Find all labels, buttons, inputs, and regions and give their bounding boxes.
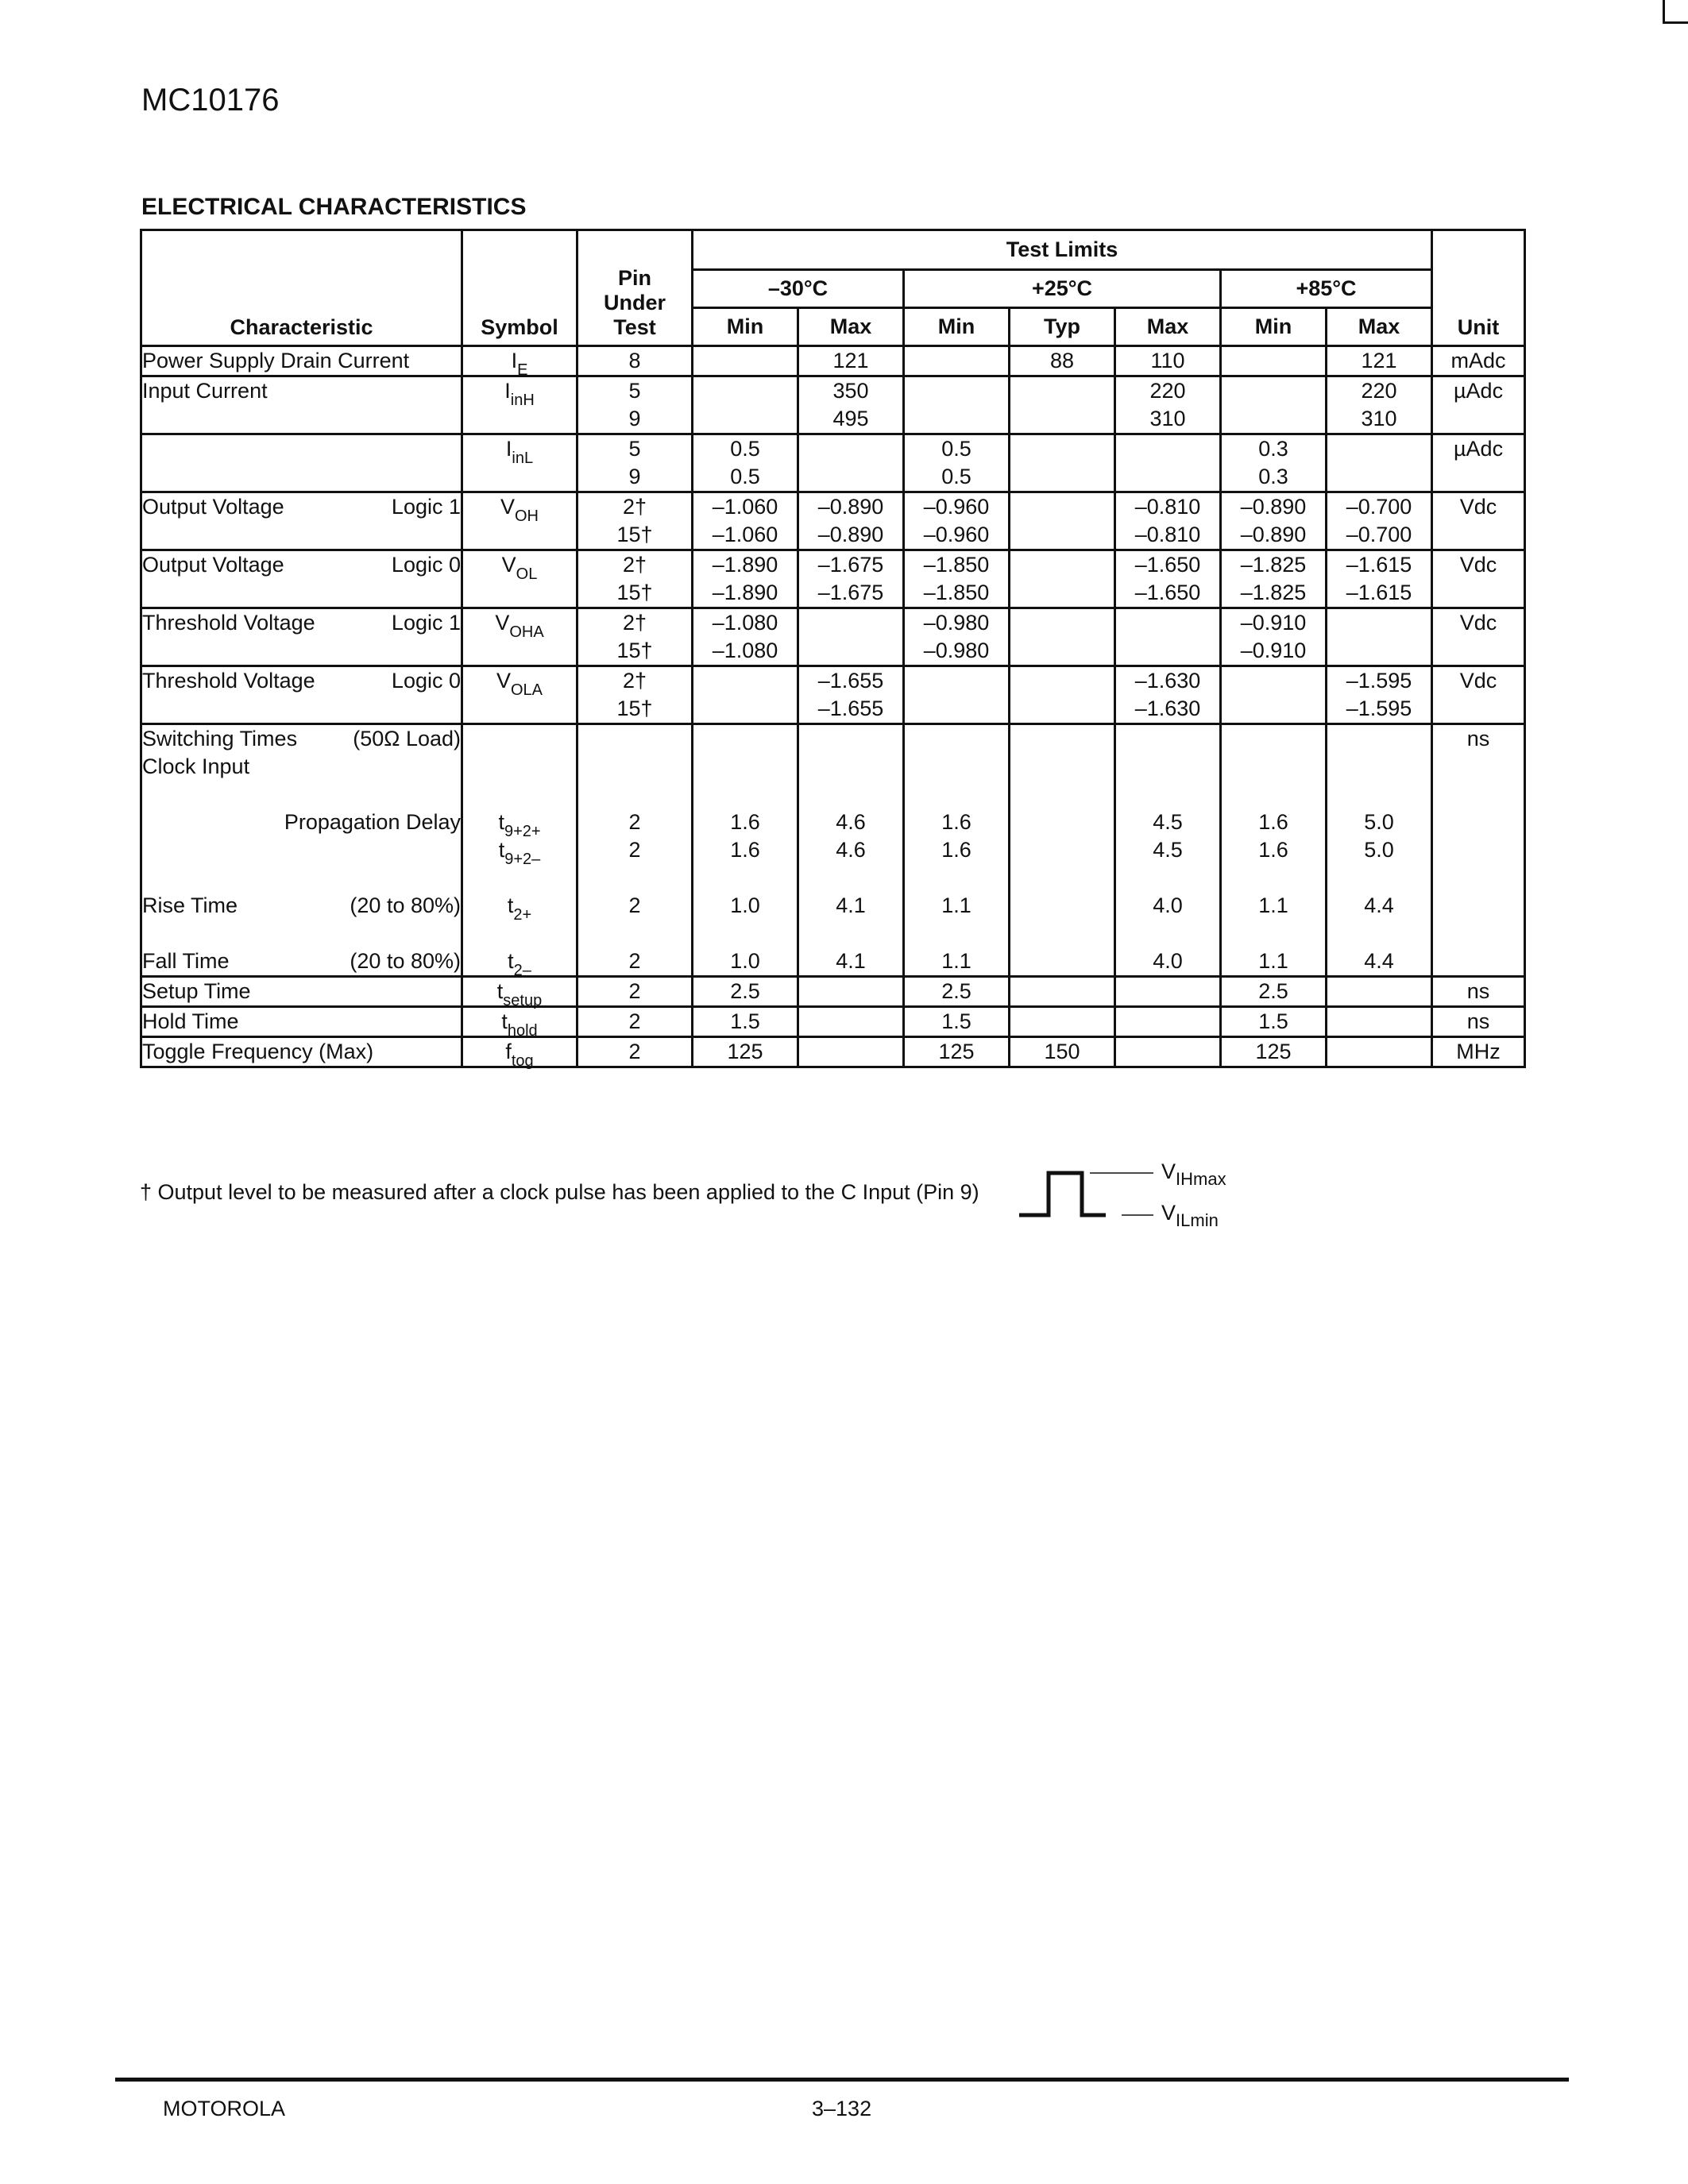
limit-cell-p85-max [1327,1037,1432,1067]
symbol-cell: $I_{inL}$ [462,434,577,492]
header-min: Min [1221,308,1327,346]
limit-cell-p25-max: 4.5 4.5 4.0 4.0 [1115,724,1221,977]
part-number: MC10176 [141,83,280,118]
limit-cell-m30-max: 121 [798,346,904,376]
limit-cell-p25-typ [1010,1007,1115,1037]
characteristic-cell: Power Supply Drain Current [141,346,462,376]
header-characteristic: Characteristic [141,230,462,346]
pin-cell: 8 [577,346,693,376]
symbol-cell: $f_{tog}$ [462,1037,577,1067]
pin-cell: 2† 15† [577,608,693,666]
table-row [141,492,1525,550]
section-title: ELECTRICAL CHARACTERISTICS [141,194,527,220]
header-pin-under-test: Pin Under Test [577,230,693,346]
symbol-cell: $V_{OHA}$ [462,608,577,666]
symbol-cell: $t_{hold}$ [462,1007,577,1037]
limit-cell-p25-max [1115,1007,1221,1037]
limit-cell-m30-min: 2.5 [693,977,798,1007]
characteristic-cell: Threshold Voltage Logic 1 [141,608,462,666]
table-row [141,346,1525,376]
symbol-cell: $V_{OH}$ [462,492,577,550]
limit-cell-p85-min: 125 [1221,1037,1327,1067]
limit-cell-p25-min: –0.960 –0.960 [904,492,1010,550]
limit-cell-p85-max [1327,1007,1432,1037]
header-typ: Typ [1010,308,1115,346]
limit-cell-p85-min: –1.825 –1.825 [1221,550,1327,608]
header-temp-plus85: +85°C [1221,270,1432,308]
limit-cell-p25-min: 125 [904,1037,1010,1067]
limit-cell-p25-min: 2.5 [904,977,1010,1007]
corner-crop-mark [1663,0,1688,24]
header-max: Max [1327,308,1432,346]
limit-cell-p85-max: 121 [1327,346,1432,376]
table-row [141,977,1525,1007]
limit-cell-m30-max [798,1007,904,1037]
limit-cell-m30-min: –1.060 –1.060 [693,492,798,550]
footer-rule [115,2078,1569,2082]
limit-cell-m30-min: 125 [693,1037,798,1067]
limit-cell-p25-max: –1.650 –1.650 [1115,550,1221,608]
limit-cell-p25-max [1115,608,1221,666]
symbol-cell: $t_{9+2+}$ $t_{9+2-}$ $t_{2+}$ $t_{2-}$ [462,724,577,977]
characteristic-cell: Output Voltage Logic 0 [141,550,462,608]
characteristic-cell: Input Current [141,376,462,434]
unit-cell: µAdc [1432,434,1525,492]
limit-cell-p25-min: 0.5 0.5 [904,434,1010,492]
limit-cell-p85-max [1327,977,1432,1007]
limit-cell-m30-max [798,977,904,1007]
limit-cell-p85-min [1221,376,1327,434]
limit-cell-p85-max: –1.595 –1.595 [1327,666,1432,724]
header-max: Max [798,308,904,346]
limit-cell-p85-min [1221,666,1327,724]
vih-max-label: $V_{IHmax}$ [1161,1160,1226,1189]
footer-brand: MOTOROLA [163,2097,286,2120]
limit-cell-m30-max [798,434,904,492]
characteristic-cell: Setup Time [141,977,462,1007]
limit-cell-p85-min: 0.3 0.3 [1221,434,1327,492]
limit-cell-p85-min [1221,346,1327,376]
limit-cell-m30-min [693,666,798,724]
limit-cell-m30-max: 350 495 [798,376,904,434]
limit-cell-p25-min: –0.980 –0.980 [904,608,1010,666]
limit-cell-p25-max: 110 [1115,346,1221,376]
footnote: † Output level to be measured after a clock pulse has been applied to the C Input (Pin 9) [140,1180,979,1204]
limit-cell-p25-max: 220 310 [1115,376,1221,434]
limit-cell-m30-max: –0.890 –0.890 [798,492,904,550]
limit-cell-p25-typ: 88 [1010,346,1115,376]
characteristic-cell: Switching Times (50Ω Load) Clock Input Propagation Delay Rise Time (20 to 80%) Fall Time (20 to 80%) [141,724,462,977]
limit-cell-p25-min: 1.5 [904,1007,1010,1037]
limit-cell-p85-min: 1.5 [1221,1007,1327,1037]
limit-cell-p25-typ [1010,550,1115,608]
characteristic-cell: Hold Time [141,1007,462,1037]
electrical-characteristics-table [140,229,1526,1068]
header-unit: Unit [1432,230,1525,346]
table-row [141,434,1525,492]
limit-cell-m30-min [693,376,798,434]
unit-cell: Vdc [1432,550,1525,608]
pin-cell: 2† 15† [577,550,693,608]
pin-cell: 5 9 [577,376,693,434]
unit-cell: mAdc [1432,346,1525,376]
header-test-limits: Test Limits [693,230,1432,270]
limit-cell-p25-min [904,666,1010,724]
limit-cell-m30-max [798,608,904,666]
limit-cell-p85-min: 2.5 [1221,977,1327,1007]
limit-cell-p25-typ [1010,376,1115,434]
limit-cell-p25-typ [1010,724,1115,977]
limit-cell-p25-min: 1.6 1.6 1.1 1.1 [904,724,1010,977]
limit-cell-p25-max [1115,434,1221,492]
unit-cell: ns [1432,1007,1525,1037]
table-row [141,1037,1525,1067]
limit-cell-m30-min: 1.5 [693,1007,798,1037]
limit-cell-m30-min [693,346,798,376]
limit-cell-m30-min: 0.5 0.5 [693,434,798,492]
unit-cell: Vdc [1432,608,1525,666]
symbol-cell: $V_{OL}$ [462,550,577,608]
characteristic-cell: Toggle Frequency (Max) [141,1037,462,1067]
limit-cell-p25-max: –1.630 –1.630 [1115,666,1221,724]
pin-cell: 2 [577,1007,693,1037]
table-row [141,666,1525,724]
table-row [141,608,1525,666]
pin-cell: 2 2 2 2 [577,724,693,977]
limit-cell-p25-typ [1010,434,1115,492]
limit-cell-p25-min: –1.850 –1.850 [904,550,1010,608]
symbol-cell: $I_E$ [462,346,577,376]
table-row [141,1007,1525,1037]
header-max: Max [1115,308,1221,346]
limit-cell-p25-max: –0.810 –0.810 [1115,492,1221,550]
limit-cell-p25-min [904,346,1010,376]
limit-cell-m30-min: –1.080 –1.080 [693,608,798,666]
limit-cell-p25-min [904,376,1010,434]
limit-cell-p25-typ [1010,608,1115,666]
limit-cell-p85-min: –0.890 –0.890 [1221,492,1327,550]
limit-cell-p85-max [1327,434,1432,492]
footer-page-number: 3–132 [812,2097,872,2120]
limit-cell-p25-typ [1010,977,1115,1007]
header-min: Min [693,308,798,346]
limit-cell-p25-typ [1010,666,1115,724]
header-temp-minus30: –30°C [693,270,904,308]
unit-cell: Vdc [1432,492,1525,550]
unit-cell: µAdc [1432,376,1525,434]
unit-cell: MHz [1432,1037,1525,1067]
limit-cell-p85-max: –0.700 –0.700 [1327,492,1432,550]
limit-cell-p85-max: 220 310 [1327,376,1432,434]
limit-cell-p85-max: –1.615 –1.615 [1327,550,1432,608]
limit-cell-m30-min: –1.890 –1.890 [693,550,798,608]
limit-cell-m30-max: –1.655 –1.655 [798,666,904,724]
symbol-cell: $t_{setup}$ [462,977,577,1007]
limit-cell-m30-max [798,1037,904,1067]
pin-cell: 5 9 [577,434,693,492]
pin-cell: 2 [577,1037,693,1067]
symbol-cell: $V_{OLA}$ [462,666,577,724]
header-min: Min [904,308,1010,346]
symbol-cell: $I_{inH}$ [462,376,577,434]
limit-cell-p25-max [1115,977,1221,1007]
table-row [141,376,1525,434]
limit-cell-p85-max: 5.0 5.0 4.4 4.4 [1327,724,1432,977]
limit-cell-p25-typ [1010,492,1115,550]
unit-cell: Vdc [1432,666,1525,724]
pin-cell: 2 [577,977,693,1007]
pin-cell: 2† 15† [577,666,693,724]
characteristic-cell: Threshold Voltage Logic 0 [141,666,462,724]
limit-cell-p85-min: 1.6 1.6 1.1 1.1 [1221,724,1327,977]
limit-cell-p85-min: –0.910 –0.910 [1221,608,1327,666]
limit-cell-m30-max: 4.6 4.6 4.1 4.1 [798,724,904,977]
pin-cell: 2† 15† [577,492,693,550]
header-symbol: Symbol [462,230,577,346]
vil-min-label: $V_{ILmin}$ [1161,1201,1219,1230]
limit-cell-p25-typ: 150 [1010,1037,1115,1067]
limit-cell-m30-max: –1.675 –1.675 [798,550,904,608]
limit-cell-p25-max [1115,1037,1221,1067]
characteristic-cell [141,434,462,492]
unit-cell: ns [1432,977,1525,1007]
header-temp-plus25: +25°C [904,270,1221,308]
limit-cell-p85-max [1327,608,1432,666]
table-row [141,550,1525,608]
table-row [141,724,1525,977]
limit-cell-m30-min: 1.6 1.6 1.0 1.0 [693,724,798,977]
unit-cell: ns [1432,724,1525,977]
characteristic-cell: Output Voltage Logic 1 [141,492,462,550]
